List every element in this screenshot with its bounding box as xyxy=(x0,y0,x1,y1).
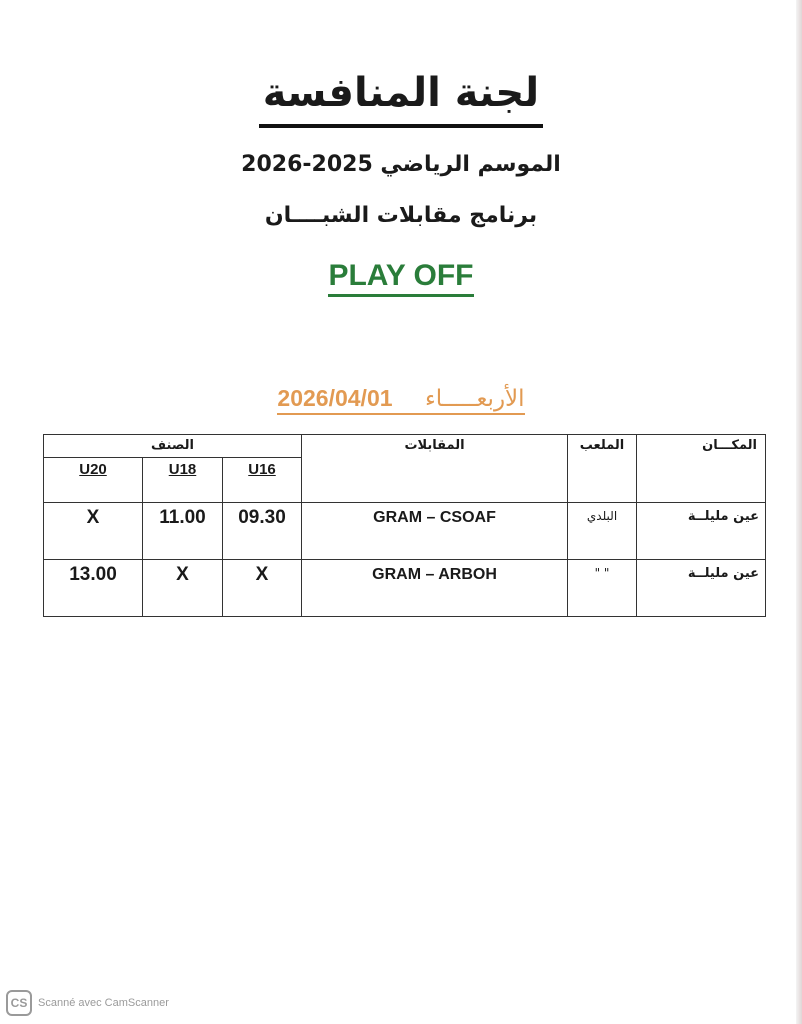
u18-header-cell xyxy=(143,458,223,503)
match-name: GRAM – CSOAF xyxy=(373,509,496,526)
u18-cell xyxy=(143,560,223,617)
place-cell xyxy=(637,560,766,617)
place-name: عين مليلــة xyxy=(687,566,760,581)
stadium-header: الملعب xyxy=(579,438,625,453)
u16-cell xyxy=(223,503,302,560)
schedule-table xyxy=(43,434,766,617)
u18-header: U18 xyxy=(168,461,197,478)
u20-header: U20 xyxy=(79,461,107,478)
category-header: الصنف xyxy=(151,438,194,453)
page-title-block xyxy=(0,66,802,128)
playoff-heading: PLAY OFF xyxy=(328,258,473,297)
stadium-header-cell xyxy=(568,435,637,503)
playoff-block xyxy=(0,258,802,297)
match-date: 2026/04/01 xyxy=(277,385,393,411)
place-header: المكـــان xyxy=(702,438,758,453)
u16-header: U16 xyxy=(248,461,276,478)
place-header-cell xyxy=(637,435,766,503)
matches-header-cell xyxy=(302,435,568,503)
match-cell xyxy=(302,503,568,560)
match-name: GRAM – ARBOH xyxy=(372,566,497,583)
table-header-row xyxy=(44,435,766,458)
u16-header-cell xyxy=(223,458,302,503)
scanner-watermark xyxy=(6,990,169,1016)
program-line: برنامج مقابلات الشبــــان xyxy=(264,203,538,228)
u20-time: X xyxy=(86,507,100,528)
season-line: الموسم الرياضي 2025-2026 xyxy=(241,152,561,177)
u20-header-cell xyxy=(44,458,143,503)
stadium-name: البلدي xyxy=(586,509,618,523)
date-line xyxy=(0,384,802,415)
u16-cell xyxy=(223,560,302,617)
stadium-ditto: " " xyxy=(594,566,610,580)
u20-cell xyxy=(44,503,143,560)
camscanner-logo-icon: CS xyxy=(6,990,32,1016)
stadium-cell xyxy=(568,503,637,560)
date-line-text xyxy=(277,384,524,415)
u16-time: 09.30 xyxy=(238,507,286,528)
match-day: الأربعـــــاء xyxy=(424,386,525,412)
place-name: عين مليلــة xyxy=(687,509,760,524)
table-row xyxy=(44,503,766,560)
matches-header: المقابلات xyxy=(404,438,465,453)
match-cell xyxy=(302,560,568,617)
u20-cell xyxy=(44,560,143,617)
u18-cell xyxy=(143,503,223,560)
page-title: لجنة المنافسة xyxy=(259,66,543,128)
u18-time: 11.00 xyxy=(159,507,206,528)
u18-time: X xyxy=(176,564,189,585)
stadium-cell xyxy=(568,560,637,617)
u16-time: X xyxy=(255,564,269,585)
u20-time: 13.00 xyxy=(69,564,117,585)
category-header-cell xyxy=(44,435,302,458)
place-cell xyxy=(637,503,766,560)
scanner-text: Scanné avec CamScanner xyxy=(38,997,169,1009)
table-row xyxy=(44,560,766,617)
